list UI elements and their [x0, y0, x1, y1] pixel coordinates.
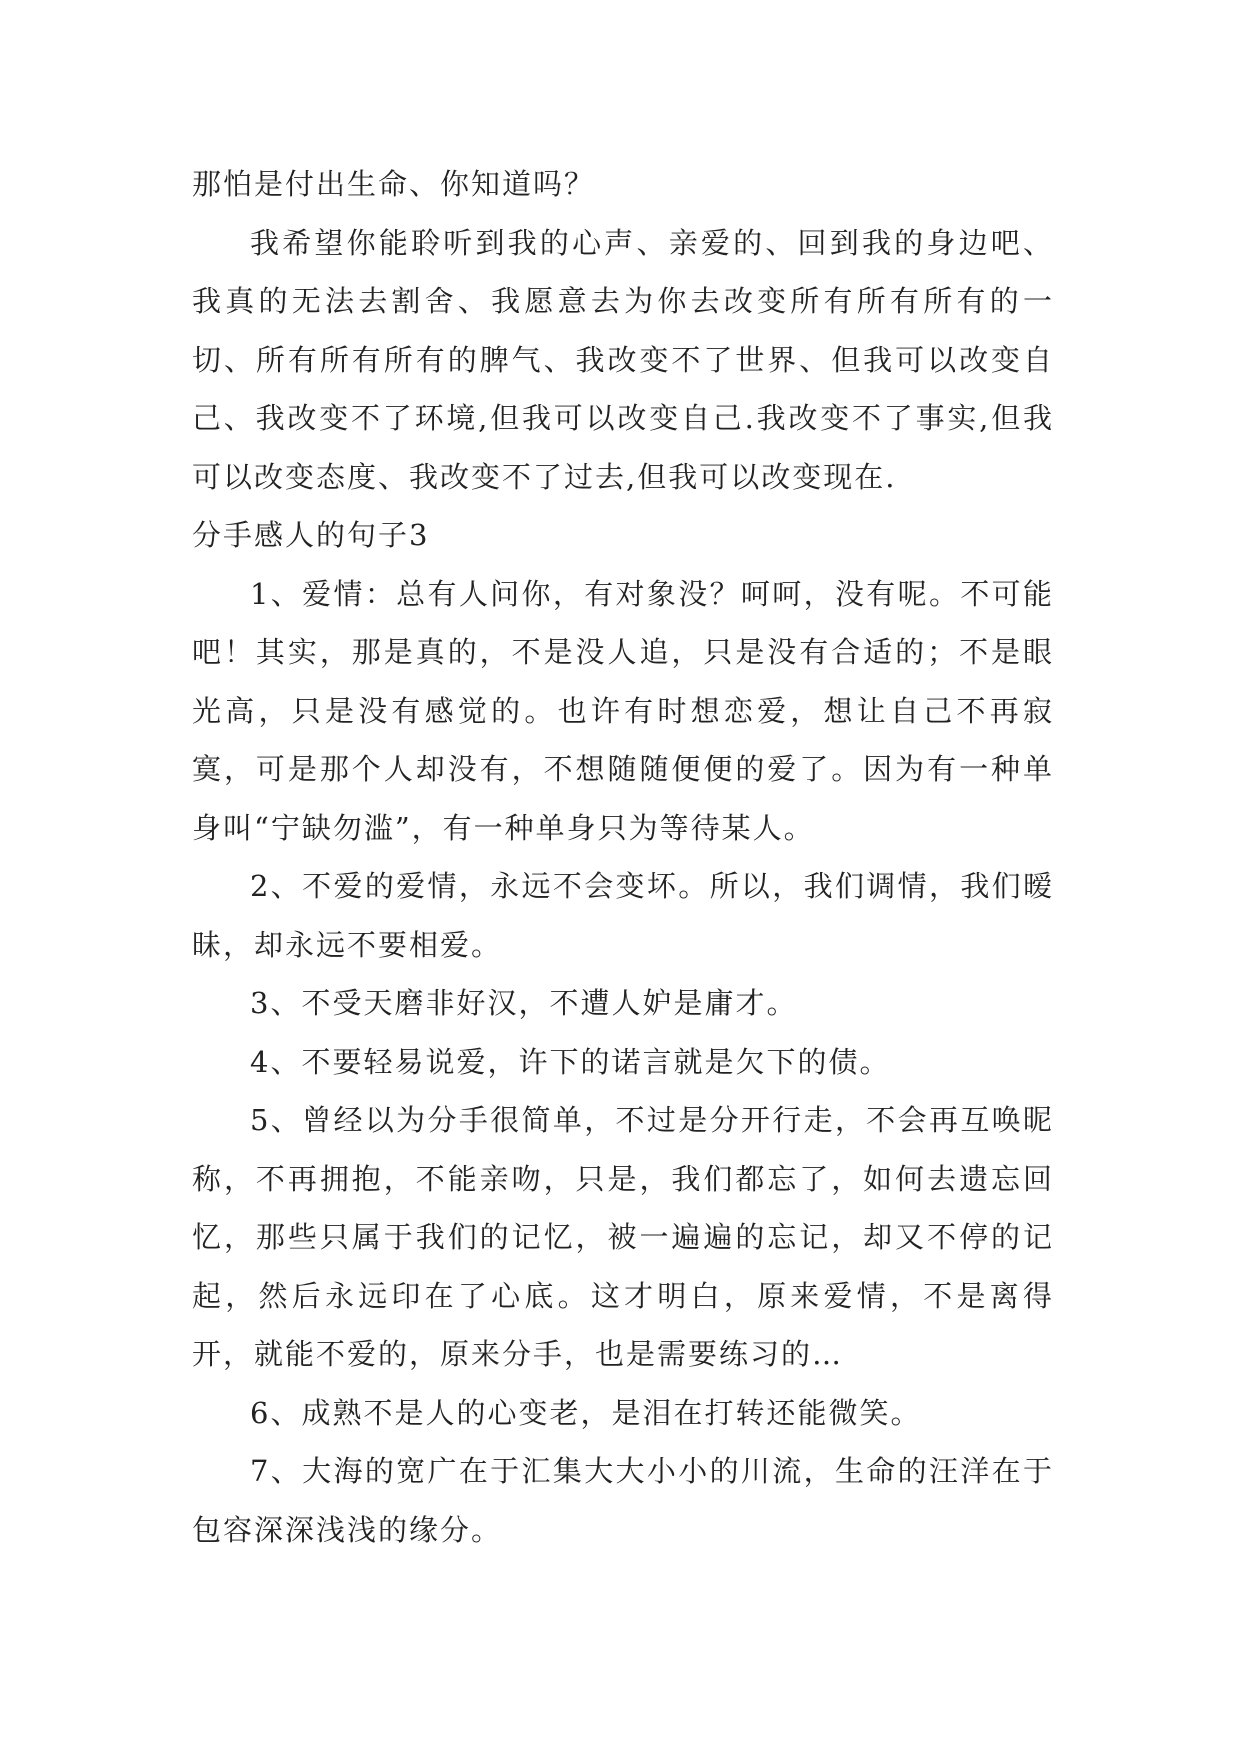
paragraph: 那怕是付出生命、你知道吗？ — [192, 167, 596, 201]
paragraph: 4、不要轻易说爱，许下的诺言就是欠下的债。 — [250, 1044, 891, 1079]
paragraph: 3、不受天磨非好汉，不遭人妒是庸才。 — [250, 986, 798, 1020]
paragraph: 7、大海的宽广在于汇集大大小小的川流，生命的汪洋在于包容深深浅浅的缘分。 — [192, 1454, 1054, 1547]
paragraph: 2、不爱的爱情，永远不会变坏。所以，我们调情，我们暧昧，却永远不要相爱。 — [192, 869, 1054, 962]
document-body — [192, 155, 1054, 1559]
paragraph: 5、曾经以为分手很简单，不过是分开行走，不会再互唤昵称，不再拥抱，不能亲吻，只是，我们都忘了，如何去遗忘回忆，那些只属于我们的记忆，被一遍遍的忘记，却又不停的记起，然后永远印在了心底。这才明白，原来爱情，不是离得开，就能不爱的，原来分手，也是需要练习的… — [192, 1103, 1054, 1371]
section-heading: 分手感人的句子3 — [192, 518, 430, 552]
paragraph: 6、成熟不是人的心变老，是泪在打转还能微笑。 — [250, 1395, 922, 1430]
paragraph: 1、爱情：总有人问你，有对象没？呵呵，没有呢。不可能吧！其实，那是真的，不是没人追，只是没有合适的；不是眼光高，只是没有感觉的。也许有时想恋爱，想让自己不再寂寞，可是那个人却没有，不想随随便便的爱了。因为有一种单身叫“宁缺勿滥”，有一种单身只为等待某人。 — [192, 576, 1054, 845]
paragraph: 我希望你能聆听到我的心声、亲爱的、回到我的身边吧、我真的无法去割舍、我愿意去为你去改变所有所有所有的一切、所有所有所有的脾气、我改变不了世界、但我可以改变自己、我改变不了环境,但我可以改变自己.我改变不了事实,但我可以改变态度、我改变不了过去,但我可以改变现在. — [192, 225, 1054, 494]
